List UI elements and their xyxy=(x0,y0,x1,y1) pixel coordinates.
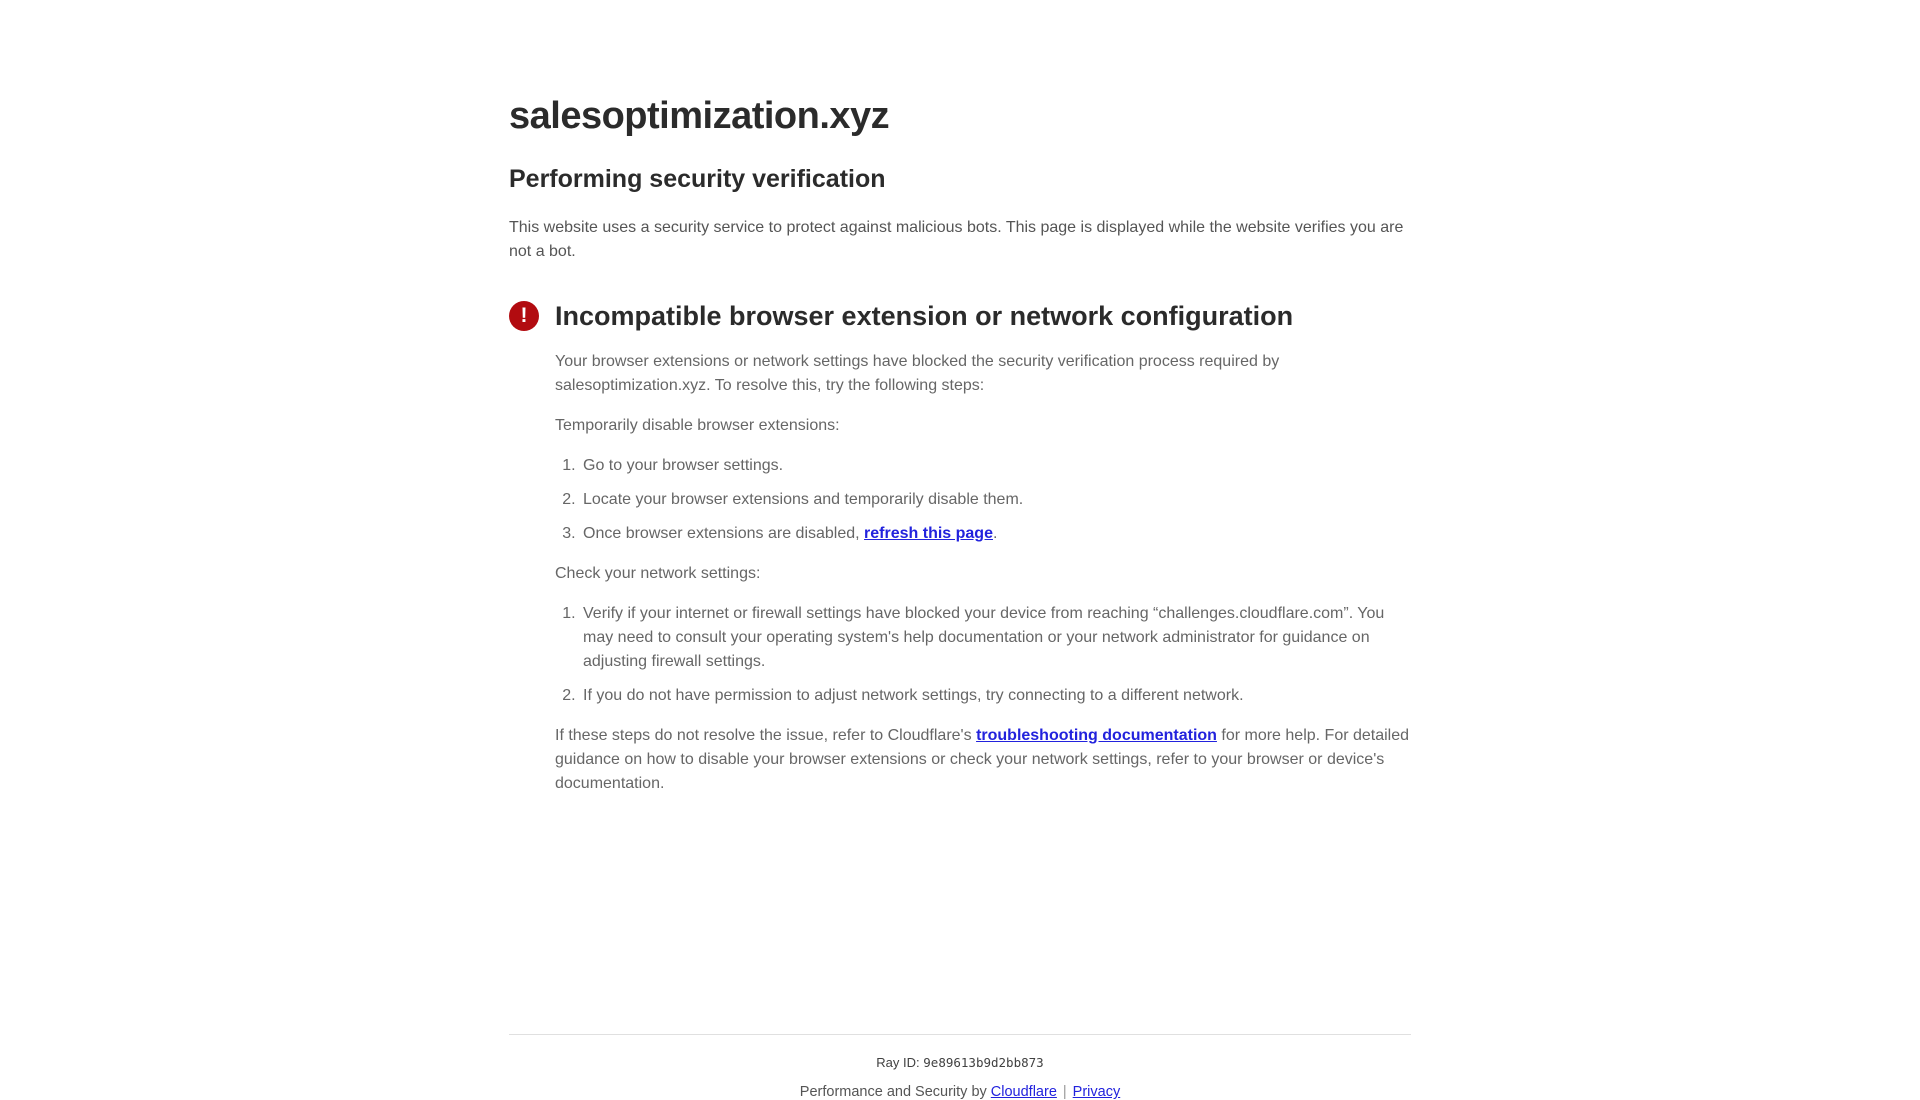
list-item: 1. Go to your browser settings. xyxy=(580,454,1411,478)
network-intro: Check your network settings: xyxy=(555,564,761,582)
error-description: Your browser extensions or network settings have blocked the security verification process required by salesoptimization.xyz. To resolve this, try the following steps: xyxy=(555,352,1280,394)
privacy-link[interactable]: Privacy xyxy=(1072,1084,1121,1100)
step-text: Once browser extensions are disabled, xyxy=(583,524,865,542)
closing-text xyxy=(555,724,1411,796)
list-item: 2. If you do not have permission to adjust network settings, try connecting to a different network. xyxy=(580,684,1411,708)
ray-id xyxy=(509,1055,1411,1070)
extensions-intro: Temporarily disable browser extensions: xyxy=(555,416,840,434)
refresh-page-link[interactable]: refresh this page xyxy=(864,524,993,542)
network-steps-list xyxy=(555,602,1411,708)
challenge-page-container xyxy=(509,0,1411,1100)
error-section xyxy=(509,300,1411,796)
list-item: 2. Locate your browser extensions and temporarily disable them. xyxy=(580,488,1411,512)
step-text: . xyxy=(992,524,998,542)
list-item: 1. Verify if your internet or firewall settings have blocked your device from reaching “challenges.cloudflare.com”. You may need to consult your operating system's help documentation or your network administrator for guidance on adjusting firewall settings. xyxy=(580,602,1411,674)
troubleshooting-docs-link[interactable]: troubleshooting documentation xyxy=(976,726,1217,744)
ray-id-label: Ray ID: xyxy=(876,1054,920,1070)
cloudflare-link[interactable]: Cloudflare xyxy=(990,1084,1057,1100)
security-text: Performance and Security by xyxy=(799,1084,987,1100)
ray-id-value: 9e89613b9d2bb873 xyxy=(923,1054,1044,1070)
list-item xyxy=(580,522,1411,546)
page-footer xyxy=(509,1034,1411,1100)
page-subtitle: Performing security verification xyxy=(509,164,886,193)
alert-exclamation-icon: ! xyxy=(509,301,539,331)
footer-divider xyxy=(509,1034,1411,1035)
error-heading: Incompatible browser extension or network configuration xyxy=(555,300,1294,331)
closing-pre: If these steps do not resolve the issue, refer to Cloudflare's xyxy=(555,726,977,744)
footer-security-line xyxy=(509,1084,1411,1100)
footer-separator: | xyxy=(1062,1084,1067,1100)
intro-text: This website uses a security service to protect against malicious bots. This page is displayed while the website verifies you are not a bot. xyxy=(509,218,1404,260)
closing-post: for more help. For detailed guidance on how to disable your browser extensions or check your network settings, refer to your browser or device's documentation. xyxy=(555,726,1410,792)
extensions-steps-list xyxy=(555,454,1411,546)
page-title: salesoptimization.xyz xyxy=(509,95,890,137)
